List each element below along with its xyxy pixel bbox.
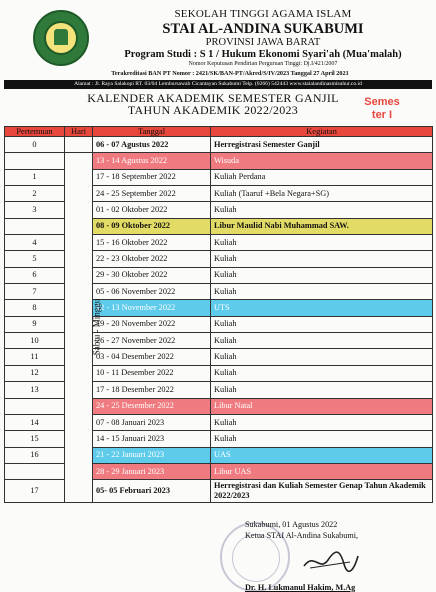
cell-pertemuan: 9 (5, 316, 65, 332)
cell-tanggal: 19 - 20 November 2022 (93, 316, 211, 332)
cell-tanggal: 29 - 30 Oktober 2022 (93, 267, 211, 283)
cell-tanggal: 10 - 11 Desember 2022 (93, 365, 211, 381)
cell-kegiatan: Kuliah (211, 251, 433, 267)
cell-tanggal: 13 - 14 Agustus 2022 (93, 153, 211, 169)
cell-kegiatan: Kuliah (211, 267, 433, 283)
cell-pertemuan: 12 (5, 365, 65, 381)
calendar-title: KALENDER AKADEMIK SEMESTER GANJIL (87, 91, 339, 105)
college-logo-icon (33, 10, 89, 66)
cell-kegiatan: UAS (211, 447, 433, 463)
signature-place-date: Sukabumi, 01 Agustus 2022 (245, 520, 338, 529)
cell-kegiatan: Kuliah (211, 365, 433, 381)
calendar-year: TAHUN AKADEMIK 2022/2023 (127, 103, 299, 117)
cell-pertemuan (5, 218, 65, 234)
cell-tanggal: 01 - 02 Oktober 2022 (93, 202, 211, 218)
cell-kegiatan: Kuliah (211, 431, 433, 447)
cell-kegiatan: Kuliah (211, 202, 433, 218)
cell-tanggal: 17 - 18 Desember 2022 (93, 382, 211, 398)
cell-pertemuan (5, 153, 65, 169)
cell-tanggal: 14 - 15 Januari 2023 (93, 431, 211, 447)
cell-pertemuan: 15 (5, 431, 65, 447)
semester-tag-line1: Semes (364, 96, 400, 108)
header-program: Program Studi : S 1 / Hukum Ekonomi Syari'ah (Mua'malah) (124, 49, 402, 60)
header-address-bar: Alamat : Jl. Raya Salakopi RT. 03/04 Lembursawah Cicantayan Sukabumi Telp. (0266) 542443 www.staialandinasmisuhur.co.id (4, 80, 432, 89)
cell-kegiatan: Kuliah (211, 235, 433, 251)
cell-pertemuan: 16 (5, 447, 65, 463)
header-decree: Nomor Keputusan Pendirian Perguruan Tinggi: Dj.I/421/2007 (188, 61, 338, 67)
cell-pertemuan: 1 (5, 169, 65, 185)
cell-kegiatan: Libur UAS (211, 463, 433, 479)
table-header-row (5, 127, 433, 137)
cell-pertemuan: 5 (5, 251, 65, 267)
cell-kegiatan: Herregistrasi dan Kuliah Semester Genap Tahun Akademik 2022/2023 (211, 480, 433, 503)
cell-kegiatan: Wisuda (211, 153, 433, 169)
header-tanggal: Tanggal (93, 127, 211, 137)
calendar-table (4, 126, 433, 503)
cell-hari-empty (65, 137, 93, 153)
cell-tanggal: 03 - 04 Desember 2022 (93, 349, 211, 365)
cell-kegiatan: Kuliah (211, 284, 433, 300)
header-institution-name: STAI AL-ANDINA SUKABUMI (162, 21, 364, 37)
cell-tanggal: 07 - 08 Januari 2023 (93, 414, 211, 430)
cell-tanggal: 15 - 16 Oktober 2022 (93, 235, 211, 251)
hari-label: Sabtu - Minggu (91, 299, 102, 356)
cell-kegiatan: Kuliah Perdana (211, 169, 433, 185)
cell-pertemuan: 17 (5, 480, 65, 503)
cell-kegiatan: Kuliah (Taaruf +Bela Negara+SG) (211, 186, 433, 202)
cell-tanggal: 24 - 25 Desember 2022 (93, 398, 211, 414)
cell-tanggal: 28 - 29 Januari 2023 (93, 463, 211, 479)
cell-pertemuan: 10 (5, 333, 65, 349)
header-hari: Hari (65, 127, 93, 137)
cell-tanggal: 17 - 18 September 2022 (93, 169, 211, 185)
header-province: PROVINSI JAWA BARAT (205, 37, 321, 48)
cell-pertemuan: 11 (5, 349, 65, 365)
cell-kegiatan: Kuliah (211, 382, 433, 398)
cell-tanggal: 12 - 13 November 2022 (93, 300, 211, 316)
cell-tanggal: 21 - 22 Januari 2023 (93, 447, 211, 463)
cell-pertemuan: 4 (5, 235, 65, 251)
header-institution-type: SEKOLAH TINGGI AGAMA ISLAM (174, 8, 352, 20)
header-accreditation: Terakreditasi BAN PT Nomor : 2421/SK/BAN-PT/Akred/S/IV/2023 Tanggal 27 April 2021 (111, 70, 349, 77)
semester-tag-line2: ter I (371, 109, 393, 121)
cell-pertemuan: 2 (5, 186, 65, 202)
signature-scribble-icon (300, 548, 360, 574)
cell-tanggal: 26 - 27 November 2022 (93, 333, 211, 349)
cell-pertemuan: 6 (5, 267, 65, 283)
cell-pertemuan (5, 463, 65, 479)
cell-pertemuan: 8 (5, 300, 65, 316)
cell-hari (65, 153, 102, 503)
cell-kegiatan: Herregistrasi Semester Ganjil (211, 137, 433, 153)
cell-pertemuan (5, 398, 65, 414)
table-row (5, 137, 433, 153)
table-row (5, 153, 433, 169)
signature-role: Ketua STAI Al-Andina Sukabumi, (245, 531, 359, 540)
signature-name: Dr. H. Lukmanul Hakim, M.Ag (245, 583, 356, 592)
cell-pertemuan: 7 (5, 284, 65, 300)
cell-kegiatan: UTS (211, 300, 433, 316)
cell-tanggal: 05 - 06 November 2022 (93, 284, 211, 300)
cell-kegiatan: Kuliah (211, 349, 433, 365)
cell-tanggal: 05- 05 Februari 2023 (93, 480, 211, 503)
cell-tanggal: 08 - 09 Oktober 2022 (93, 218, 211, 234)
cell-tanggal: 24 - 25 September 2022 (93, 186, 211, 202)
cell-kegiatan: Libur Maulid Nabi Muhammad SAW. (211, 218, 433, 234)
cell-kegiatan: Kuliah (211, 333, 433, 349)
cell-kegiatan: Kuliah (211, 316, 433, 332)
cell-kegiatan: Libur Natal (211, 398, 433, 414)
header-kegiatan: Kegiatan (211, 127, 433, 137)
cell-pertemuan: 0 (5, 137, 65, 153)
cell-pertemuan: 14 (5, 414, 65, 430)
cell-kegiatan: Kuliah (211, 414, 433, 430)
cell-pertemuan: 3 (5, 202, 65, 218)
header-pertemuan: Pertemuan (5, 127, 65, 137)
semester-tag (362, 96, 402, 122)
cell-tanggal: 22 - 23 Oktober 2022 (93, 251, 211, 267)
cell-pertemuan: 13 (5, 382, 65, 398)
cell-tanggal: 06 - 07 Agustus 2022 (93, 137, 211, 153)
